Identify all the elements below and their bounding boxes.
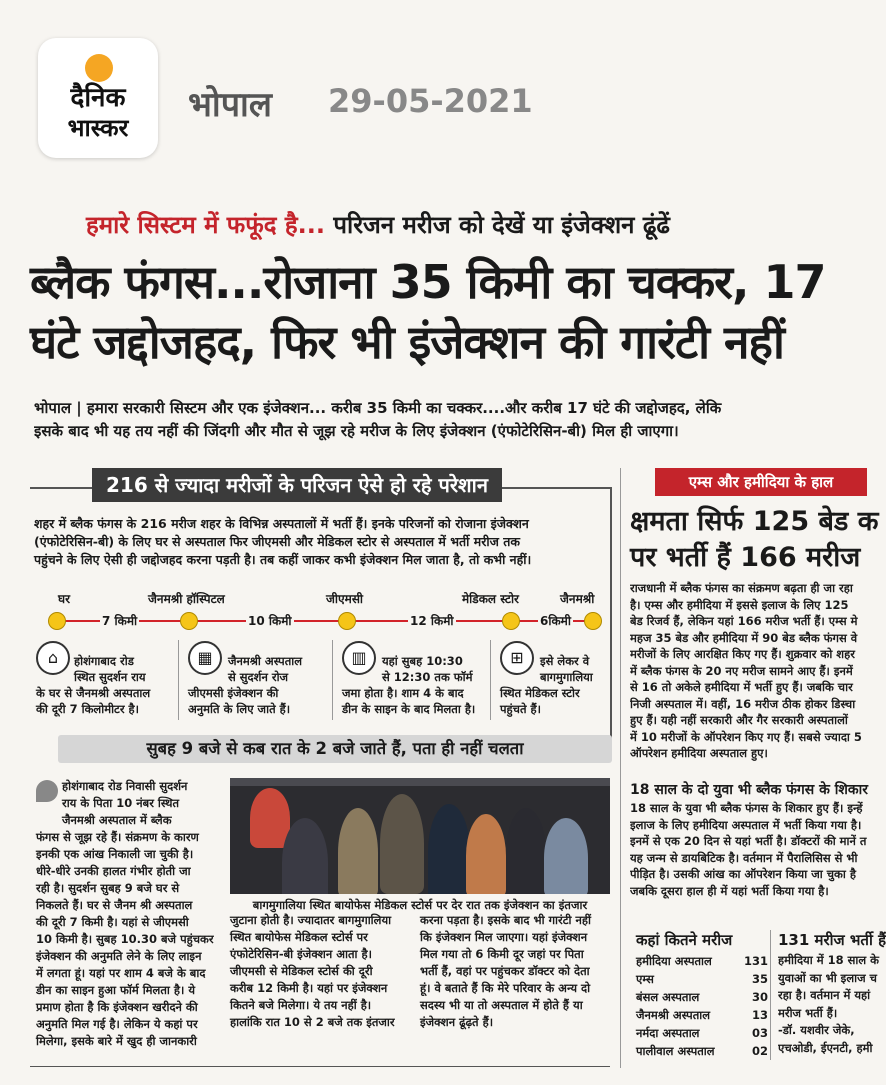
text-line: इंजेक्शन की अनुमति लेने के लिए लाइन [36,949,202,963]
text-line: जुटाना होती है। ज्यादातर बागमुगालिया [230,913,392,927]
distance-label: 7 किमी [102,614,138,628]
story-subhead-band: सुबह 9 बजे से कब रात के 2 बजे जाते हैं, पता ही नहीं चलता [58,735,612,763]
main-headline [30,252,826,372]
table-row [636,952,768,970]
caption-line: से सुदर्शन रोज [228,670,289,684]
box2-title: 131 मरीज भर्ती हैं [778,931,886,949]
bottom-rule [30,1066,610,1067]
text-line: जैनमश्री अस्पताल में ब्लैक [62,813,172,827]
table-row [636,988,768,1006]
edition-date: 29-05-2021 [328,82,533,120]
route-dot [584,612,602,630]
column-divider [620,468,621,1068]
caption-line: स्थित मेडिकल स्टोर [500,686,580,700]
text-line: 10 किमी है। सुबह 10.30 बजे पहुंचकर [36,932,214,946]
caption-line: जीएमसी इंजेक्शन की [188,686,279,700]
route-caption [188,685,338,717]
route-dot [338,612,356,630]
caption-line: जमा होता है। शाम 4 के बाद [342,686,464,700]
text-line: में लगता हूं। यहां पर शाम 4 बजे के बाद [36,966,206,980]
caption-line: से 12:30 तक फॉर्म [382,670,473,684]
text-line: फंगस से जूझ रहे हैं। संक्रमण के कारण [36,830,199,844]
hospital-name: बंसल अस्पताल [636,989,700,1004]
lead-line: इसके बाद भी यह तय नहीं की जिंदगी और मौत से जूझ रहे मरीज के लिए इंजेक्शन (एंफोटेरिसिन-बी) मिल ही जाएगा। [34,422,679,440]
text-line: भर्ती हैं, वहां पर पहुंचकर डॉक्टर को देता [420,964,590,978]
patient-count: 30 [751,990,768,1004]
stop-label: जैनमश्री हॉस्पिटल [148,592,225,606]
kicker [86,208,670,241]
caption-line: के घर से जैनमश्री अस्पताल [36,686,151,700]
news-photo [230,778,610,894]
right-headline [630,504,879,576]
text-line: में ब्लैक फंगस के 20 नए मरीज सामने आए हैं। इनमें [630,663,853,678]
text-line: मिलेगा, इसके बारे में खुद ही जानकारी [36,1034,197,1048]
text-line: इंजेक्शन ढूंढ़ते हैं। [420,1015,494,1029]
distance-label: 12 किमी [410,614,454,628]
building-icon: ▥ [342,641,376,675]
distance-label: 10 किमी [248,614,292,628]
home-icon: ⌂ [36,641,70,675]
edition-city: भोपाल [188,85,272,125]
text-line: प्रमाण होता है कि इंजेक्शन खरीदने की [36,1000,198,1014]
text-line: सदस्य भी या तो अस्पताल में होते हैं या [420,998,583,1012]
route-caption [228,653,346,685]
intro-line: शहर में ब्लैक फंगस के 216 मरीज शहर के विभिन्न अस्पतालों में भर्ती हैं। इनके परिजनों को रोजाना इंजेक्शन [34,516,529,531]
intro-line: (एंफोटेरिसिन-बी) के लिए घर से अस्पताल फिर जीएमसी और मेडिकल स्टोर से अस्पताल में भर्ती मरीज तक [34,534,520,549]
route-dot [180,612,198,630]
story-column-3 [420,912,612,1031]
text-line: रही है। सुदर्शन सुबह 9 बजे घर से [36,881,180,895]
route-caption [74,653,184,685]
patients-table-title: कहां कितने मरीज [636,931,733,949]
route-caption [36,685,186,717]
box2-body [778,952,886,1057]
caption-line: जैनमश्री अस्पताल [228,654,303,668]
left-box-title: 216 से ज्यादा मरीजों के परिजन ऐसे हो रहे परेशान [92,468,502,502]
patients-table [636,952,768,1060]
distance-label: 6किमी [540,614,571,628]
text-line: युवाओं का भी इलाज च [778,970,877,985]
right-body-2 [630,800,886,899]
caption-line: बागमुगालिया [540,670,593,684]
caption-line: पहुंचते हैं। [500,702,541,716]
divider [490,640,491,720]
text-line: इनमें से एक 20 दिन से यहां भर्ती है। डॉक्टरों की मानें त [630,834,867,848]
route-caption [540,653,610,685]
intro-line: पहुंचने के लिए ऐसी ही जद्दोजहद करना पड़ती है। तब कहीं जाकर कभी इंजेक्शन मिल जाता है, तो कभी नहीं। [34,552,532,567]
text-line: 18 साल के युवा भी ब्लैक फंगस के शिकार हुए हैं। इन्हें [630,801,863,815]
right-headline-line: पर भर्ती हैं 166 मरीज [630,542,861,573]
logo-line2: भास्कर [67,114,129,142]
text-line: हूं। वे बताते हैं कि मेरे परिवार के अन्य दो [420,981,591,995]
text-line: हमीदिया में 18 साल के [778,953,879,967]
text-line: हालांकि रात 10 से 2 बजे तक इंतजार [230,1015,395,1029]
text-line: ऑपरेशन हमीदिया अस्पताल हुए। [630,746,768,760]
photo-caption: बागमुगालिया स्थित बायोफेस मेडिकल स्टोर्स पर देर रात तक इंजेक्शन का इंतजार [252,898,588,912]
stop-label: जीएमसी [326,592,364,606]
logo-line1: दैनिक [70,83,126,113]
divider [332,640,333,720]
hospital-name: एम्स [636,971,654,986]
text-line: राजधानी में ब्लैक फंगस का संक्रमण बढ़ता ही जा रहा [630,581,853,595]
text-line: निकलते हैं। घर से जैनम श्री अस्पताल [36,898,193,912]
hospital-name: पालीवाल अस्पताल [636,1043,715,1058]
hospital-name: जैनमश्री अस्पताल [636,1007,711,1022]
right-subheadline: 18 साल के दो युवा भी ब्लैक फंगस के शिकार [630,782,868,798]
text-line: से 16 तो अकेले हमीदिया में भर्ती हुए हैं। जबकि चार [630,680,853,694]
table-row [636,1042,768,1060]
patient-count: 35 [751,972,768,986]
route-caption [382,653,500,685]
store-icon: ⊞ [500,641,534,675]
text-line: की दूरी 7 किमी है। यहां से जीएमसी [36,915,189,929]
text-line: एचओडी, ईएनटी, हमी [778,1040,873,1055]
text-line: निजी अस्पताल में। वहीं, 16 मरीज ठीक होकर डिस्चा [630,696,856,711]
dainik-bhaskar-logo [38,38,158,158]
right-body [630,580,886,762]
story-column-2 [230,912,416,1031]
patient-count: 02 [751,1044,768,1058]
text-line: पीड़ित है। उसकी आंख का ऑपरेशन किया जा चुका है [630,867,856,881]
caption-line: इसे लेकर वे [540,654,590,668]
caption-line: अनुमति के लिए जाते हैं। [188,702,291,716]
lead-line: भोपाल | हमारा सरकारी सिस्टम और एक इंजेक्शन... करीब 35 किमी का चक्कर....और करीब 17 घंटे की जद्दोजहद, लेकि [34,399,722,417]
text-line: मरीजों के लिए आरक्षित किए गए हैं। शुक्रवार को शहर [630,647,855,661]
text-line: रहा है। वर्तमान में यहां [778,988,871,1002]
text-line: बेड रिजर्व हैं, लेकिन यहां 166 मरीज भर्ती हैं। एम्स मे [630,614,858,628]
caption-line: यहां सुबह 10:30 [382,654,463,668]
table-row [636,970,768,988]
route-caption [342,685,502,717]
text-line: राय के पिता 10 नंबर स्थित [62,796,180,810]
route-dot [48,612,66,630]
divider [178,640,179,720]
text-line: में 10 मरीजों के ऑपरेशन किए गए हैं। सबसे ज्यादा 5 [630,729,862,744]
text-line: कि इंजेक्शन मिल जाएगा। यहां इंजेक्शन [420,930,588,944]
patient-count: 03 [751,1026,768,1040]
story-column-1 [36,778,224,1050]
text-line: अनुमति मिल गई है। लेकिन ये कहां पर [36,1017,198,1031]
kicker-red: हमारे सिस्टम में फफूंद है... [86,211,325,239]
hospital-name: नर्मदा अस्पताल [636,1025,700,1040]
caption-line: स्थित सुदर्शन राय [74,670,146,684]
lead-paragraph [34,397,884,443]
text-line: मिल गया तो 6 किमी दूर जहां पर पिता [420,947,584,961]
right-headline-line: क्षमता सिर्फ 125 बेड क [630,506,879,537]
caption-line: डीन के साइन के बाद मिलता है। [342,702,476,716]
text-line: इनकी एक आंख निकाली जा चुकी है। [36,847,194,861]
text-line: एंफोटेरिसिन-बी इंजेक्शन आता है। [230,947,372,961]
left-box-intro [34,515,610,569]
hospital-name: हमीदिया अस्पताल [636,953,712,968]
text-line: इलाज के लिए हमीदिया अस्पताल में भर्ती किया गया है। [630,817,862,832]
text-line: धीरे-धीरे उनकी हालत गंभीर होती जा [36,864,191,878]
stop-label: जैनमश्री [560,592,595,606]
text-line: -डॉ. यशवीर जेके, [778,1023,855,1037]
hospital-icon: ▦ [188,641,222,675]
caption-line: की दूरी 7 किलोमीटर है। [36,702,140,716]
sun-icon [85,54,113,82]
text-line: कितने बजे मिलेगा। ये तय नहीं है। [230,998,372,1012]
text-line: है। एम्स और हमीदिया में इससे इलाज के लिए 125 [630,597,849,612]
right-badge: एम्स और हमीदिया के हाल [655,468,867,496]
text-line: जीएमसी से मेडिकल स्टोर्स की दूरी [230,964,373,978]
table-divider [770,930,771,1060]
text-line: हुए हैं। यही नहीं सरकारी और गैर सरकारी अस्पतालों [630,713,848,727]
text-line: होशंगाबाद रोड निवासी सुदर्शन [62,779,188,793]
text-line: जबकि दूसरा हाल ही में यहां भर्ती किया गया है। [630,883,829,898]
route-caption [500,685,610,717]
patient-count: 131 [743,954,768,968]
table-row [636,1006,768,1024]
kicker-black: परिजन मरीज को देखें या इंजेक्शन ढूंढें [324,211,670,239]
text-line: महज 35 बेड और हमीदिया में 90 बेड ब्लैक फंगस वे [630,630,858,645]
caption-line: होशंगाबाद रोड [74,654,134,668]
stop-label: मेडिकल स्टोर [462,592,519,606]
text-line: स्थित बायोफेस मेडिकल स्टोर्स पर [230,930,368,944]
text-line: करना पड़ता है। इसके बाद भी गारंटी नहीं [420,913,591,927]
text-line: मरीज भर्ती हैं। [778,1005,838,1020]
headline-line1: ब्लैक फंगस...रोजाना 35 किमी का चक्कर, 17 [30,255,826,309]
headline-line2: घंटे जद्दोजहद, फिर भी इंजेक्शन की गारंटी नहीं [30,315,784,369]
text-line: डीन का साइन हुआ फॉर्म मिलता है। ये [36,983,196,997]
route-dot [502,612,520,630]
text-line: करीब 12 किमी है। यहां पर इंजेक्शन [230,981,388,995]
patient-count: 13 [751,1008,768,1022]
stop-label: घर [58,592,71,606]
text-line: यह जन्म से डायबिटिक है। वर्तमान में पैरालिसिस से भी [630,850,858,865]
table-row [636,1024,768,1042]
